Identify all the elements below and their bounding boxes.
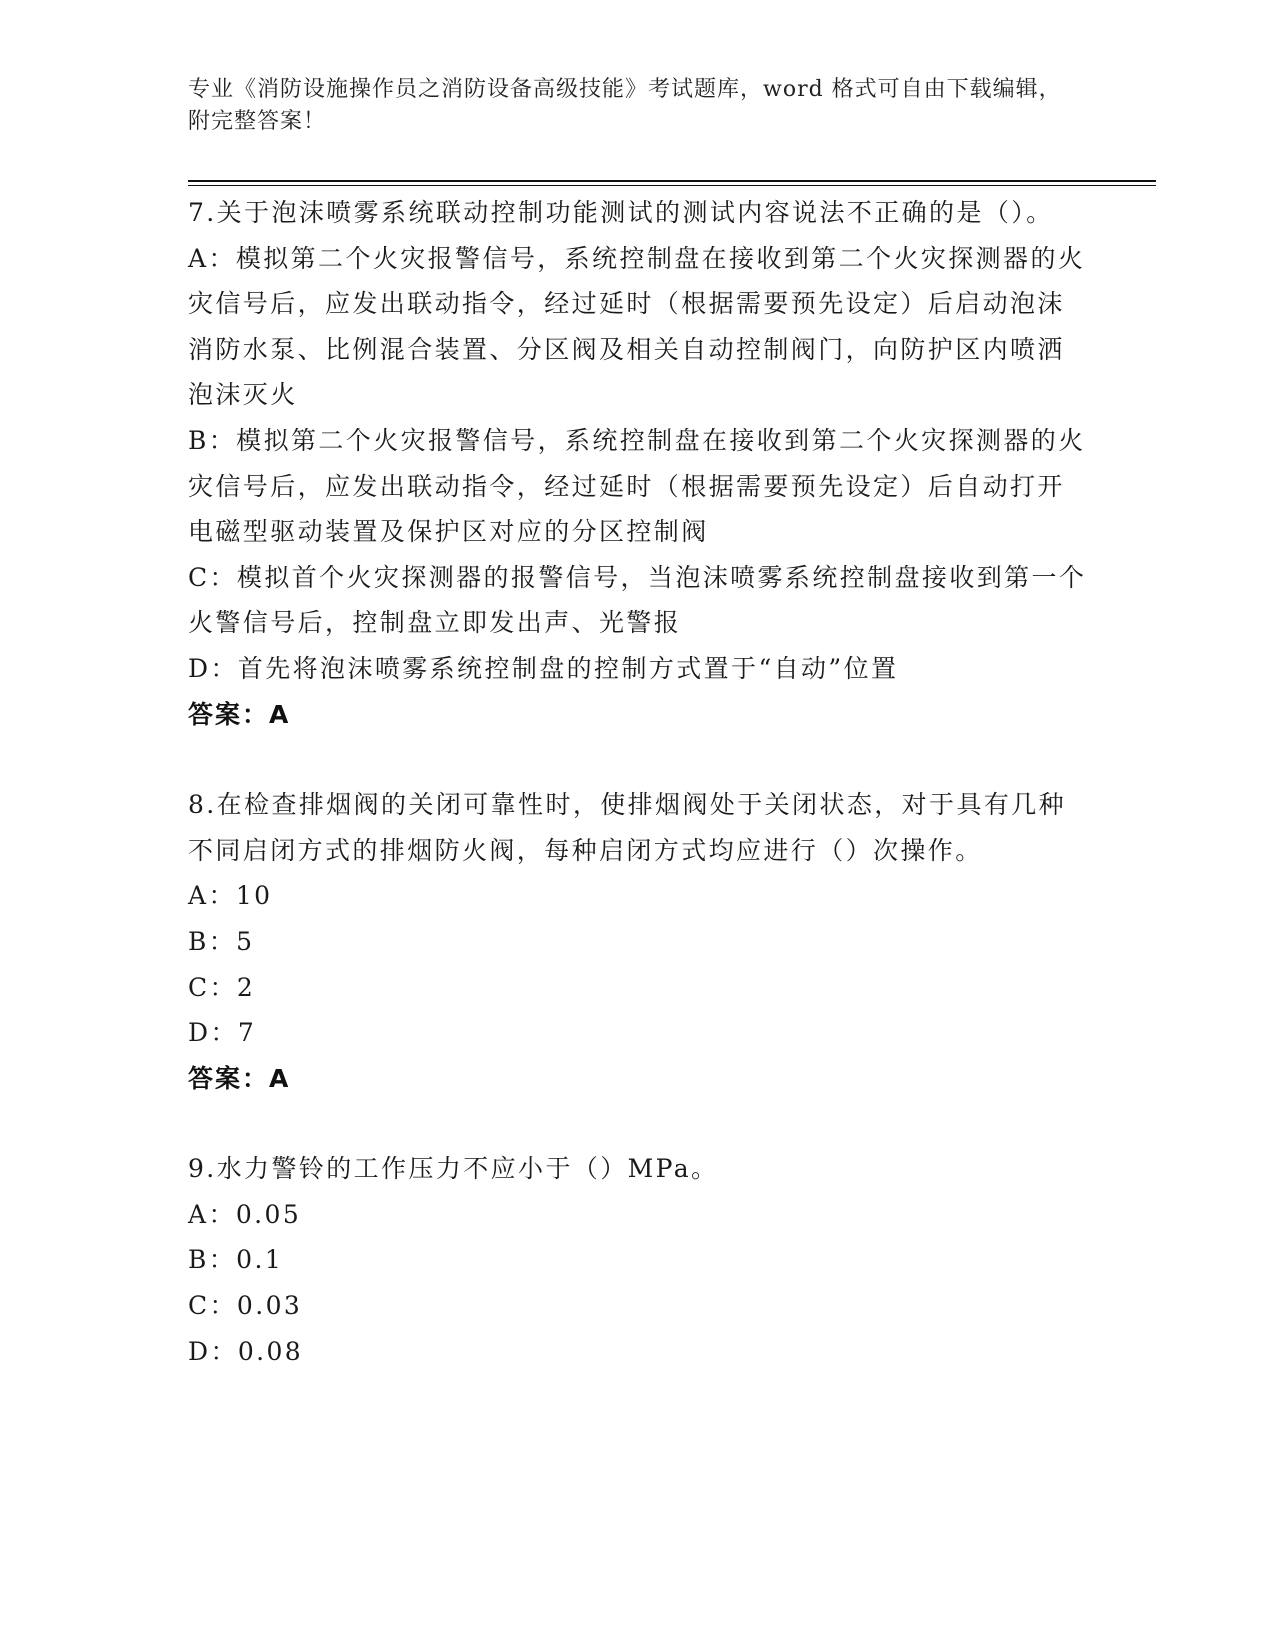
- header-rule-thin: [188, 185, 1156, 186]
- question-spacer: [188, 1101, 1088, 1146]
- header-rule: [188, 180, 1156, 182]
- question-stem: 8.在检查排烟阀的关闭可靠性时，使排烟阀处于关闭状态，对于具有几种不同启闭方式的排烟防火阀，每种启闭方式均应进行（）次操作。: [188, 790, 1067, 865]
- option-d: D：7: [188, 1018, 257, 1048]
- option-d: D：首先将泡沫喷雾系统控制盘的控制方式置于“自动”位置: [188, 653, 899, 683]
- option-c: C：0.03: [188, 1291, 303, 1321]
- option-c: C：模拟首个火灾探测器的报警信号，当泡沫喷雾系统控制盘接收到第一个火警信号后，控制盘立即发出声、光警报: [188, 562, 1087, 638]
- question-spacer: [188, 737, 1088, 782]
- option-b: B：0.1: [188, 1245, 284, 1275]
- document-header: 专业《消防设施操作员之消防设备高级技能》考试题库，word 格式可自由下载编辑，附完整答案！: [188, 77, 1062, 134]
- question-stem: 9.水力警铃的工作压力不应小于（）MPa。: [188, 1154, 719, 1184]
- option-b: B：模拟第二个火灾报警信号，系统控制盘在接收到第二个火灾探测器的火灾信号后，应发出联动指令，经过延时（根据需要预先设定）后自动打开电磁型驱动装置及保护区对应的分区控制阀: [188, 425, 1086, 547]
- option-a: A：0.05: [188, 1199, 302, 1229]
- option-a: A：10: [188, 881, 273, 911]
- question-list: [188, 190, 1088, 1374]
- question-9: [188, 1146, 1088, 1374]
- option-c: C：2: [188, 972, 256, 1002]
- answer-label: 答案：A: [188, 699, 291, 729]
- question-8: [188, 782, 1088, 1101]
- question-7: [188, 190, 1088, 737]
- option-b: B：5: [188, 926, 255, 956]
- option-a: A：模拟第二个火灾报警信号，系统控制盘在接收到第二个火灾探测器的火灾信号后，应发出联动指令，经过延时（根据需要预先设定）后启动泡沫消防水泵、比例混合装置、分区阀及相关自动控制阀门，向防护区内喷洒泡沫灭火: [188, 243, 1086, 410]
- question-stem: 7.关于泡沫喷雾系统联动控制功能测试的测试内容说法不正确的是（）。: [188, 198, 1054, 227]
- option-d: D：0.08: [188, 1336, 304, 1366]
- answer-label: 答案：A: [188, 1063, 291, 1093]
